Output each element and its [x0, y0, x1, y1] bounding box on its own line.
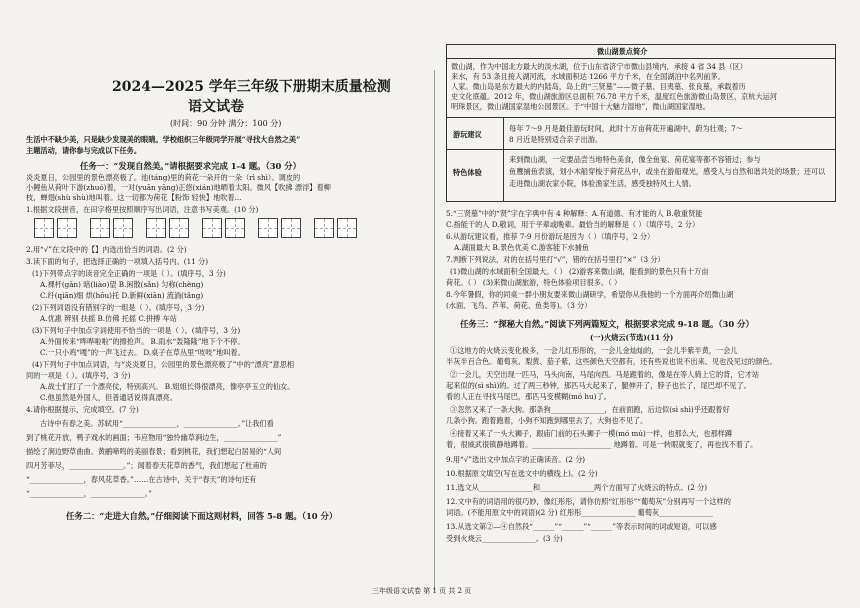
tianzige-cell[interactable] [225, 218, 245, 238]
question-1: 1.根据文段拼音，在田字格里按照顺序写出词语，注意书写美观。(10 分) [26, 205, 259, 214]
tianzige-grid [34, 218, 357, 238]
table-rule [447, 117, 835, 118]
article-title: (一)火烧云(节选)(11 分) [590, 333, 674, 342]
scenic-intro-header [447, 45, 835, 59]
question-4-line-5: “_______________，春风花草香。”……在古诗中，关于“春天”的诗句还有 [26, 475, 257, 484]
question-4: 4.请你根据提示，完成填空。(7 分) [26, 405, 139, 414]
question-2: 2.用“√”在文段中的【】内选出恰当的词语。(2 分) [26, 245, 187, 254]
question-7: 7.判断下列说法，对的在括号里打“√”，错的在括号里打“×”（3 分） [446, 255, 665, 264]
tianzige-cell[interactable] [146, 218, 166, 238]
scenic-intro-line-5: 明珠景区，微山湖国家湿地公园景区。于“中国十大魅力湿地”，微山湖国家湿地。 [451, 102, 710, 111]
question-8: 8.今年暑假，你的同桌一群小朋友要来微山湖研学，希望你从我他的一个方面再介绍微山湖 [446, 290, 734, 299]
para1-line-1: ①这地方的火烧云变化极多，一会儿红彤彤的，一会儿金灿灿的，一会儿半紫半黄，一会儿 [450, 346, 738, 355]
question-4-line-4: 四月芳菲尽，_______________。”；闻着春天花草的香气，我们想起了杜甫的 [26, 461, 267, 470]
page-footer: 三年级语文试卷 第 1 页 共 2 页 [372, 587, 472, 595]
intro-line-1: 生活中不缺少美，只是缺少发现美的眼睛。学校组织三年级同学开展“寻找大自然之美” [26, 135, 301, 144]
row-tour-advice-line-1: 每年 7～9 月是最佳游玩时间，此时十万亩荷花开遍湖中，蔚为壮观；7～ [509, 124, 743, 133]
scenic-intro-table [446, 44, 836, 202]
para3-line-1: ③忽然又来了一条大狗。那条狗_______________，在前面跑，后边似(sì shì)乎还跟着好 [450, 405, 730, 414]
table-rule [447, 149, 835, 150]
row-label-featured-experience: 特色体验 [453, 168, 482, 177]
para3-line-2: 几条小狗。跑着跑着，小狗不知跑到哪里去了，大狗也不见了。 [446, 416, 648, 425]
scenic-intro-line-4: 史文化底蕴。2012 年，微山湖旅游区总面积 76.78 平方千米，温度红色旅游微山岛景区、京杭大运河 [451, 92, 778, 101]
question-3-1: (1)下列带点字的读音完全正确的一项是（ ）。(填序号，3 分) [32, 269, 226, 278]
left-column [20, 0, 430, 608]
scenic-intro-line-3: 人家。微山岛是东方最大的内陆岛，岛上的“三贤墓”——微子墓、目夷墓、张良墓，承载着历 [451, 82, 746, 91]
question-3-3: (3)下列句子中加点字词使用不恰当的一项是（ ）。(填序号，3 分) [32, 326, 241, 335]
question-3-4-options-ab: A.战士们打了一个漂亮仗，特别高兴。 B.姐姐长得很漂亮，像亭亭玉立的仙女。 [40, 382, 295, 391]
para2-line-3: 看的人正在寻找马尾巴，那匹马变模糊(mó hu)了。 [446, 392, 611, 401]
task1-passage-1: 炎炎夏日，公园里的景色漂亮极了。池(táng)里的荷花一朵开的一朵（rì shì）。调皮的 [26, 173, 301, 182]
question-3: 3.读下面的句子，把选择正确的一项填入括号内。(11 分) [26, 257, 209, 266]
row-featured-line-1: 来到微山湖，一定要品尝当地特色美食，像全鱼宴、荷花宴等都不容错过；参与 [509, 155, 761, 164]
question-5-cont: C.指能干的人 D.敬词，用于平辈或晚辈。最恰当的解释是（ ）（填序号，2 分） [446, 220, 700, 229]
para2-line-2: 起来似的(sì shì)的。过了两三秒钟，那匹马大起来了，腿伸开了，脖子也长了，尾巴却不见了。 [446, 381, 751, 390]
scenic-intro-line-2: 来水，有 53 条且接入湖河流，水域面积达 1266 平方千米，在全国湖泊中名列前茅。 [451, 72, 725, 81]
task1-passage-2: 小鲤鱼从荷叶下游(zhuó)着，一对(yuān yāng)正悠(xián)地晒着太阳。微风【吹拂 漂浮】着柳 [26, 183, 331, 192]
row-featured-line-2: 鱼鹰捕鱼表演，划小木船穿梭于荷花丛中，或坐在游船观光，感受人与自然和谐共处的场景；还可以 [509, 167, 826, 176]
para4-line-1: ④接着又来了一头大狮子，跟庙门前的石头狮子一模(mó mú)一样，也那么大，也那样蹲 [450, 429, 733, 438]
tianzige-cell[interactable] [169, 218, 189, 238]
row-tour-advice-line-2: 8 月近是特别适合亲子出游。 [509, 135, 603, 144]
question-7-items-2: 荷花。（ ） (3)来微山湖旅游，特色体验项目很多。（ ） [446, 278, 622, 287]
task3-title: 任务三：“探秘大自然。”阅读下列两篇短文，根据要求完成 9-18 题。（30 分） [460, 319, 754, 329]
table-column-rule [503, 117, 504, 201]
tianzige-cell[interactable] [314, 218, 334, 238]
question-3-3-options-cd: C.一只小鸡“嘎”的一声飞过去。 D.桌子在草丛里“吱吱”地叫着。 [40, 348, 245, 357]
question-3-2-options: A.优惠 辨别 扶摇 B.仿佛 托摇 C.拼搏 车站 [40, 314, 177, 323]
question-12-cont: 词语。(不能用原文中的词语)(2 分) 红彤彤_______________ 葡萄灰_______________ [446, 508, 714, 517]
tianzige-cell[interactable] [337, 218, 357, 238]
exam-time-score: (时间：90 分钟 满分：100 分) [170, 119, 282, 128]
tianzige-cell[interactable] [57, 218, 77, 238]
question-13: 13.从选文第②—④自然段“______”“______”“______”等表示时间的词或短语，可以感 [446, 522, 717, 531]
task1-passage-3: 枝，蝉翅(shù shù)地叫着。这一切都为荷花【粉饰 轻快】地吹着... [26, 193, 242, 202]
question-9: 9.用“√”选出文中加点字的正确读音。(2 分) [446, 455, 586, 464]
task2-title: 任务二：“走进大自然。”仔细阅读下面这则材料，回答 5-8 题。（10 分） [66, 511, 338, 521]
question-3-4-cont: 同的一项是（ ）。(填序号，3 分) [26, 371, 131, 380]
row-label-tour-advice: 游玩建议 [453, 130, 482, 139]
row-featured-line-3: 走进微山湖农家小院，体验渔家生活，感受独特风土人情。 [509, 179, 696, 188]
para4-line-2: 着，很威武很镇静地蹲着。______________________ 地蹲着。可是一转眼就变了，再也找不着了。 [446, 440, 758, 449]
tianzige-cell[interactable] [34, 218, 54, 238]
question-3-1-options-cd: C.纤(qiān)细 烘(hōu)托 D.新鲜(xiān) 流淌(tǎng) [40, 291, 204, 300]
scenic-intro-title: 微山湖景点简介 [597, 47, 648, 56]
tianzige-cell[interactable] [113, 218, 133, 238]
question-12: 12.文中有的词语用的很巧妙，像红彤彤，请你仿照“红彤彤”“葡萄灰”分别再写一个这样的 [446, 497, 731, 506]
question-3-1-options-ab: A.裸杆(gǎn) 暗(liào)望 B.闲散(sǎn) 匀称(chèng) [40, 280, 204, 289]
question-6: 6.从游玩建议看，推荐 7-9 月份游玩是因为（ ）（填序号，2 分） [446, 232, 655, 241]
tianzige-cell[interactable] [281, 218, 301, 238]
column-divider [434, 70, 435, 590]
question-4-line-3: 描绘了涧边野草曲曲、黄鹂啼鸣的美丽春景；看到桃花，我们想起白居易的“人间 [26, 447, 282, 456]
question-8-cont: (水面、飞鸟、芦苇、荷花、鱼类等)。（3 分） [446, 301, 592, 310]
exam-title: 2024—2025 学年三年级下册期末质量检测 [112, 79, 391, 95]
question-13-cont: 受到火烧云_______________。(3 分) [446, 534, 563, 543]
right-column [440, 0, 840, 608]
question-4-line-1: 古诗中有春之美。苏轼用“_______________，_______________。”让我们看 [40, 419, 274, 428]
question-3-3-options-ab: A.外面传来“哗哗啦啦”的擦抢声。 B.雨水“轰隆隆”地下个不停。 [40, 337, 245, 346]
question-6-options: A.湖面最大 B.景色优美 C.游客能下水捕鱼 [454, 243, 589, 252]
question-3-2: (2)下列词语没有错别字的一组是（ ）。(填序号，3 分) [32, 303, 205, 312]
question-10: 10.根据原文填空(写在选文中的横线上)。(2 分) [446, 469, 598, 478]
question-3-4: (4)下列句子中加点词语，与“炎炎夏日，公园里的景色漂亮极了”中的“漂亮”意思相 [32, 360, 295, 369]
question-3-4-options-c: C.他虽然是外国人，但普通话说得真漂亮。 [40, 393, 177, 402]
intro-line-2: 主题活动，请你参与完成以下任务。 [26, 146, 142, 155]
exam-subject: 语文试卷 [188, 99, 244, 115]
tianzige-cell[interactable] [90, 218, 110, 238]
question-4-line-6: “_______________，_______________。” [26, 489, 152, 498]
tianzige-cell[interactable] [202, 218, 222, 238]
scenic-intro-line-1: 微山湖，作为中国北方最大的淡水湖，位于山东省济宁市微山县境内，承接 4 省 34 县（区） [451, 62, 747, 71]
para1-line-2: 半灰半百合色。葡萄灰、梨黄、茄子紫，这些颜色天空都有，还有些说也说不出来、见也没见过的颜色。 [446, 357, 777, 366]
task1-title: 任务一：“发现自然美。”请根据要求完成 1-4 题。（30 分） [80, 161, 302, 171]
question-5: 5.“三贤墓”中的“贤”字在字典中有 4 种解释：A.有道德、有才能的人 B.敬重贤能 [446, 209, 703, 218]
question-7-items-1: (1)微山湖的水域面积全国最大。（ ） (2)游客来微山湖，能看到的景色只有十万亩 [450, 267, 709, 276]
tianzige-cell[interactable] [258, 218, 278, 238]
question-11: 11.选文从_______________和_______________两个方面写了火烧云的特点。(2 分) [446, 483, 708, 492]
question-4-line-2: 到了桃花开放，鸭子戏水的画面；韦应物用“独怜幽草涧边生，_______________” [26, 433, 282, 442]
para2-line-1: ②一会儿，天空出现一匹马，马头向南，马尾向西。马是跪着的，像是在等人骑上它的背，它才站 [450, 370, 760, 379]
